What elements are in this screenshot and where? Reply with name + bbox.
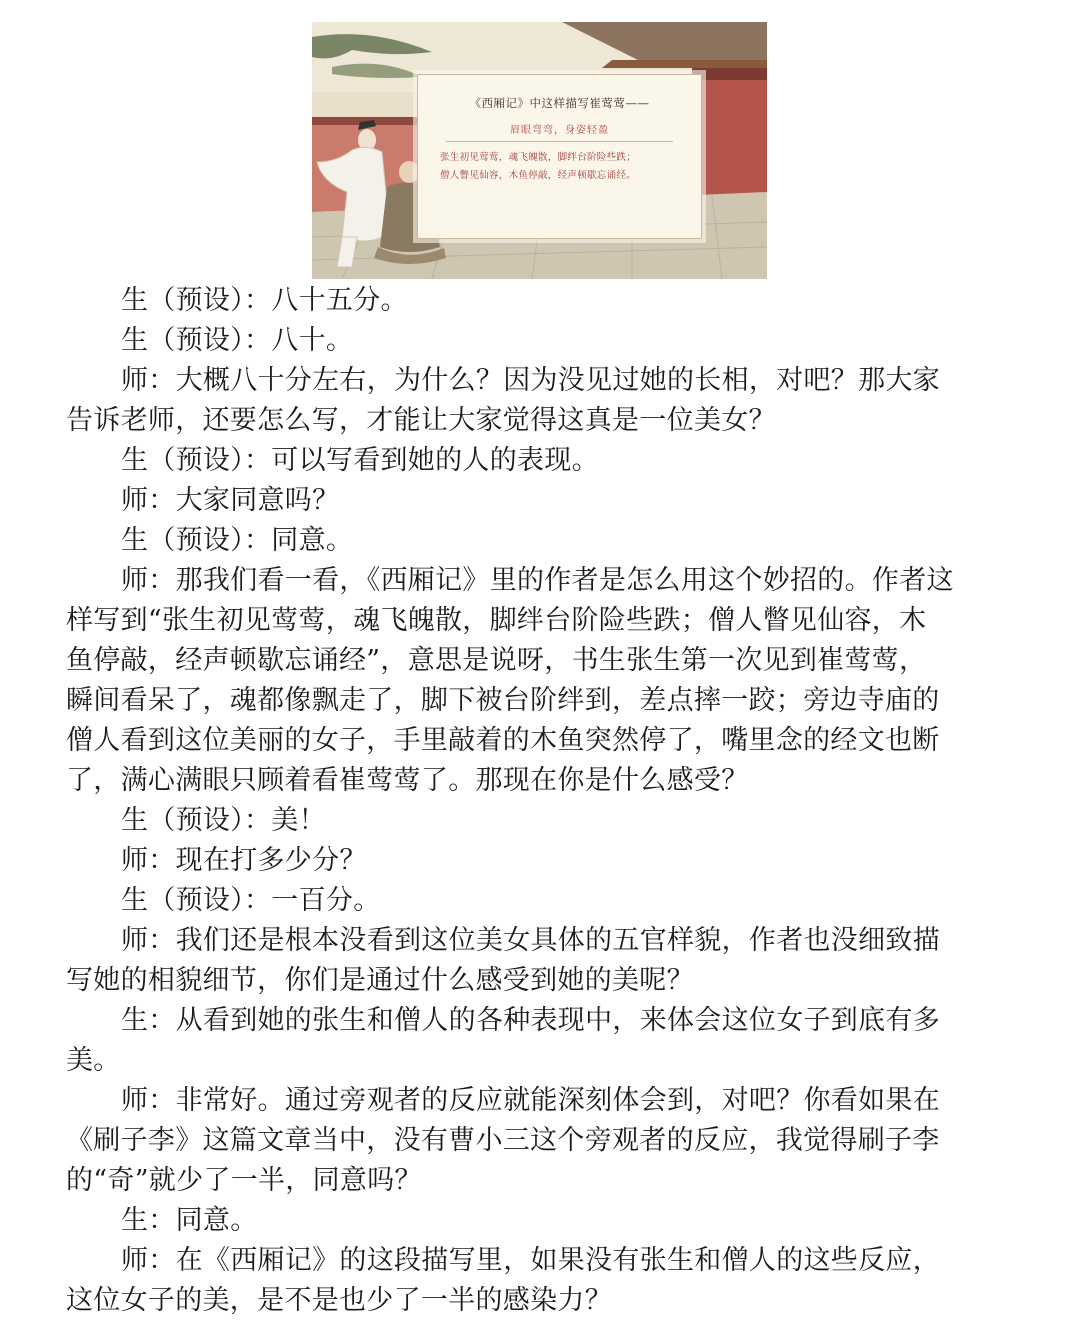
text-line: 写她的相貌细节，你们是通过什么感受到她的美呢？ xyxy=(66,965,694,996)
text-line: 鱼停敲，经声顿歇忘诵经”，意思是说呀，书生张生第一次见到崔莺莺， xyxy=(66,645,927,676)
text-line: 师：我们还是根本没看到这位美女具体的五官样貌，作者也没细致描 xyxy=(121,925,940,956)
text-line: 生：从看到她的张生和僧人的各种表现中，来体会这位女子到底有多 xyxy=(121,1005,940,1036)
text-line: 样写到“张生初见莺莺，魂飞魄散，脚绊台阶险些跌；僧人瞥见仙容，木 xyxy=(66,605,927,636)
text-line: 生（预设）：同意。 xyxy=(121,525,354,556)
text-line: 生（预设）：一百分。 xyxy=(121,885,381,916)
text-line: 僧人看到这位美丽的女子，手里敲着的木鱼突然停了，嘴里念的经文也断 xyxy=(66,725,940,756)
text-line: 告诉老师，还要怎么写，才能让大家觉得这真是一位美女？ xyxy=(66,405,776,436)
text-line: 师：非常好。通过旁观者的反应就能深刻体会到，对吧？你看如果在 xyxy=(121,1085,940,1116)
text-line: 生（预设）：美！ xyxy=(121,805,326,836)
card-title: 《西厢记》中这样描写崔莺莺—— xyxy=(469,96,650,110)
text-line: 师：大概八十分左右，为什么？因为没见过她的长相，对吧？那大家 xyxy=(121,365,940,396)
text-line: 生：同意。 xyxy=(121,1205,258,1236)
dialogue-text xyxy=(66,281,1011,1321)
text-line: 师：在《西厢记》的这段描写里，如果没有张生和僧人的这些反应， xyxy=(121,1245,940,1276)
text-line: 师：现在打多少分？ xyxy=(121,845,367,876)
text-line: 的“奇”就少了一半，同意吗？ xyxy=(66,1165,422,1196)
text-line: 师：那我们看一看，《西厢记》里的作者是怎么用这个妙招的。作者这 xyxy=(121,565,954,596)
quote-card xyxy=(417,74,702,239)
text-line: 了，满心满眼只顾着看崔莺莺了。那现在你是什么感受？ xyxy=(66,765,749,796)
card-subtitle: 眉眼弯弯，身姿轻盈 xyxy=(510,125,609,136)
text-line: 瞬间看呆了，魂都像飘走了，脚下被台阶绊到，差点摔一跤；旁边寺庙的 xyxy=(66,685,940,716)
illustration-image xyxy=(312,22,767,279)
text-line: 生（预设）：八十五分。 xyxy=(121,285,408,316)
text-line: 《刷子李》这篇文章当中，没有曹小三这个旁观者的反应，我觉得刷子李 xyxy=(66,1125,940,1156)
card-line-1: 张生初见莺莺，魂飞魄散，脚绊台阶险些跌； xyxy=(440,152,637,163)
text-line: 生（预设）：八十。 xyxy=(121,325,354,356)
card-divider xyxy=(446,141,673,142)
card-line-2: 僧人瞥见仙容，木鱼停敲，经声顿歇忘诵经。 xyxy=(440,170,637,181)
text-line: 师：大家同意吗？ xyxy=(121,485,340,516)
text-line: 美。 xyxy=(66,1045,121,1076)
text-line: 生（预设）：可以写看到她的人的表现。 xyxy=(121,445,599,476)
text-line: 这位女子的美，是不是也少了一半的感染力？ xyxy=(66,1285,612,1316)
